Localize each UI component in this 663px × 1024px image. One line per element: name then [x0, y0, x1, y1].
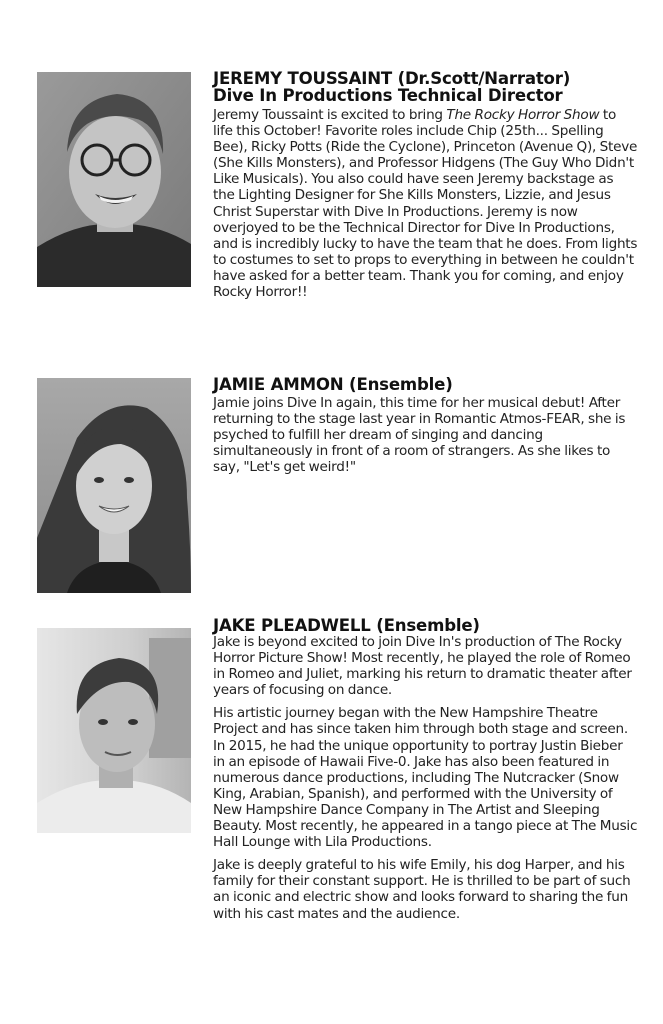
headshot-photo-jeremy	[37, 72, 191, 287]
headshot-photo-jake	[37, 628, 191, 833]
bio-paragraph	[213, 107, 638, 300]
bio-paragraph: Jake is deeply grateful to his wife Emily, his dog Harper, and his family for their constant support. He is thrilled to be part of such an iconic and electric show and looks forward to sharing the fun with his cast mates and the audience.	[213, 857, 631, 922]
bio-text-rest: to life this October! Favorite roles include Chip (25th... Spelling Bee), Ricky Potts (Ride the Cyclone), Princeton (Avenue Q), Steve (She Kills Monsters), and Professor Hidgens (The Guy Who Didn't Like Musicals). You also could have seen Jeremy backstage as the Lighting Designer for She Kills Monsters, Lizzie, and Jesus Christ Superstar with Dive In Productions. Jeremy is now overjoyed to be the Technical Director for Dive In Productions, and is incredibly lucky to have the team that he does. From lights to costumes to set to props to everything in between he couldn't have asked for a better team. Thank you for coming, and enjoy Rocky Horror!!	[213, 107, 638, 301]
bio-paragraph: Jake is beyond excited to join Dive In's production of The Rocky Horror Picture Show! Most recently, he played the role of Romeo in Romeo and Juliet, marking his return to dramatic theater after years of focusing on dance.	[213, 634, 632, 699]
bio-paragraph: Jamie joins Dive In again, this time for her musical debut! After returning to the stage last year in Romantic Atmos-FEAR, she is psyched to fulfill her dream of singing and dancing simultaneously in front of a room of strangers. As she likes to say, "Let's get weird!"	[213, 395, 626, 476]
bio-text-block	[213, 376, 638, 475]
bio-text-block	[213, 617, 638, 922]
bio-text-block	[213, 70, 638, 300]
cast-name-heading: JAKE PLEADWELL (Ensemble)	[213, 616, 480, 635]
headshot-photo-jamie	[37, 378, 191, 593]
cast-name-heading: JAMIE AMMON (Ensemble)	[213, 375, 453, 394]
bio-text-start: Jeremy Toussaint is excited to bring	[213, 107, 447, 123]
show-title-italic: The Rocky Horror Show	[446, 107, 600, 123]
cast-name-heading: JEREMY TOUSSAINT (Dr.Scott/Narrator)	[213, 69, 571, 88]
role-title-heading: Dive In Productions Technical Director	[213, 86, 563, 105]
bio-paragraph: His artistic journey began with the New Hampshire Theatre Project and has since taken him through both stage and screen. In 2015, he had the unique opportunity to portray Justin Bieber in an episode of Hawaii Five-0. Jake has also been featured in numerous dance productions, including The Nutcracker (Snow King, Arabian, Spanish), and performed with the University of New Hampshire Dance Company in The Artist and Sleeping Beauty. Most recently, he appeared in a tango piece at The Music Hall Lounge with Lila Productions.	[213, 705, 638, 851]
